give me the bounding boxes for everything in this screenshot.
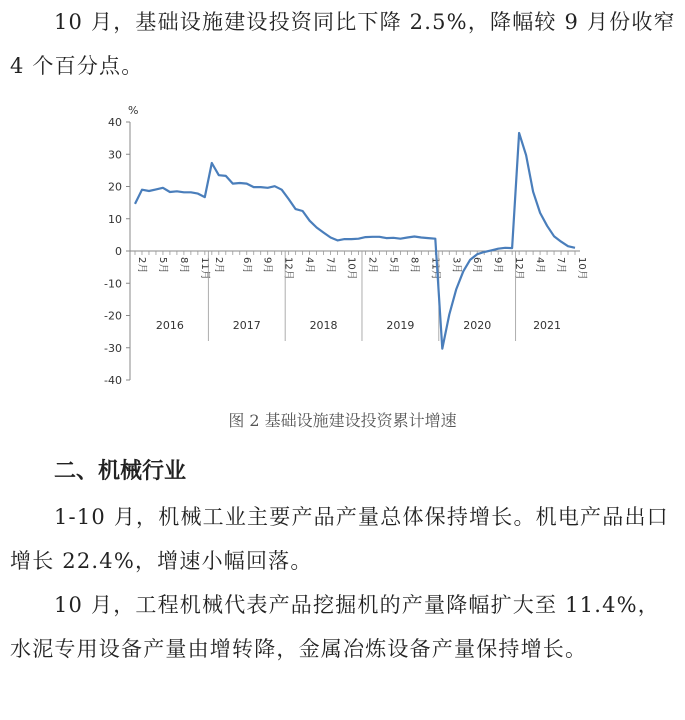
x-tick-label: 8月 [177, 257, 189, 274]
series-line [135, 133, 575, 349]
x-tick-label: 9月 [261, 257, 273, 274]
x-tick-label: 2月 [366, 257, 378, 274]
machinery-paragraph-1 [10, 495, 682, 583]
x-tick-label: 12月 [282, 257, 294, 280]
infrastructure-investment-chart [90, 100, 590, 400]
year-label: 2021 [533, 319, 562, 332]
x-tick-label: 11月 [198, 257, 210, 280]
y-tick-label: 20 [108, 180, 122, 194]
y-axis-unit-label: % [128, 104, 139, 117]
x-tick-label: 10月 [345, 257, 357, 280]
x-tick-label: 4月 [534, 257, 546, 274]
x-tick-label: 3月 [450, 257, 462, 274]
x-tick-label: 5月 [156, 257, 168, 274]
y-tick-label: 30 [108, 148, 122, 162]
x-tick-label: 7月 [324, 257, 336, 274]
y-tick-label: 40 [108, 116, 122, 129]
year-label: 2019 [386, 319, 415, 332]
x-tick-label: 4月 [303, 257, 315, 274]
y-tick-label: 10 [108, 212, 122, 226]
y-tick-label: -30 [104, 341, 122, 355]
y-tick-label: -20 [104, 309, 122, 323]
x-tick-label: 6月 [471, 257, 483, 274]
year-label: 2016 [155, 319, 184, 332]
x-tick-label: 7月 [555, 257, 567, 274]
x-tick-label: 2月 [136, 257, 147, 274]
year-label: 2017 [232, 319, 261, 332]
x-tick-label: 9月 [492, 257, 504, 274]
section-heading: 二、机械行业 [54, 459, 187, 484]
x-tick-label: 12月 [513, 257, 525, 280]
y-tick-label: 0 [115, 245, 122, 258]
machinery-paragraph-2 [10, 583, 682, 671]
machinery-text-2: 10 月，工程机械代表产品挖掘机的产量降幅扩大至 11.4%，水泥专用设备产量由增转降，金属冶炼设备产量保持增长。 [10, 593, 660, 661]
y-tick-label: -10 [104, 277, 122, 291]
year-label: 2020 [463, 319, 492, 332]
x-tick-label: 2月 [212, 257, 224, 274]
intro-text: 10 月，基础设施建设投资同比下降 2.5%，降幅较 9 月份收窄 4 个百分点。 [10, 10, 676, 78]
figure-caption: 图 2 基础设施建设投资累计增速 [228, 411, 457, 430]
intro-paragraph [10, 0, 682, 88]
y-tick-label: -40 [104, 374, 122, 387]
x-tick-label: 10月 [576, 257, 587, 280]
year-label: 2018 [309, 319, 338, 332]
x-tick-label: 6月 [240, 257, 252, 274]
x-tick-label: 11月 [429, 257, 441, 280]
machinery-text-1: 1-10 月，机械工业主要产品产量总体保持增长。机电产品出口增长 22.4%，增速小幅回落。 [10, 505, 669, 573]
x-tick-label: 8月 [408, 257, 420, 274]
x-tick-label: 5月 [387, 257, 399, 274]
